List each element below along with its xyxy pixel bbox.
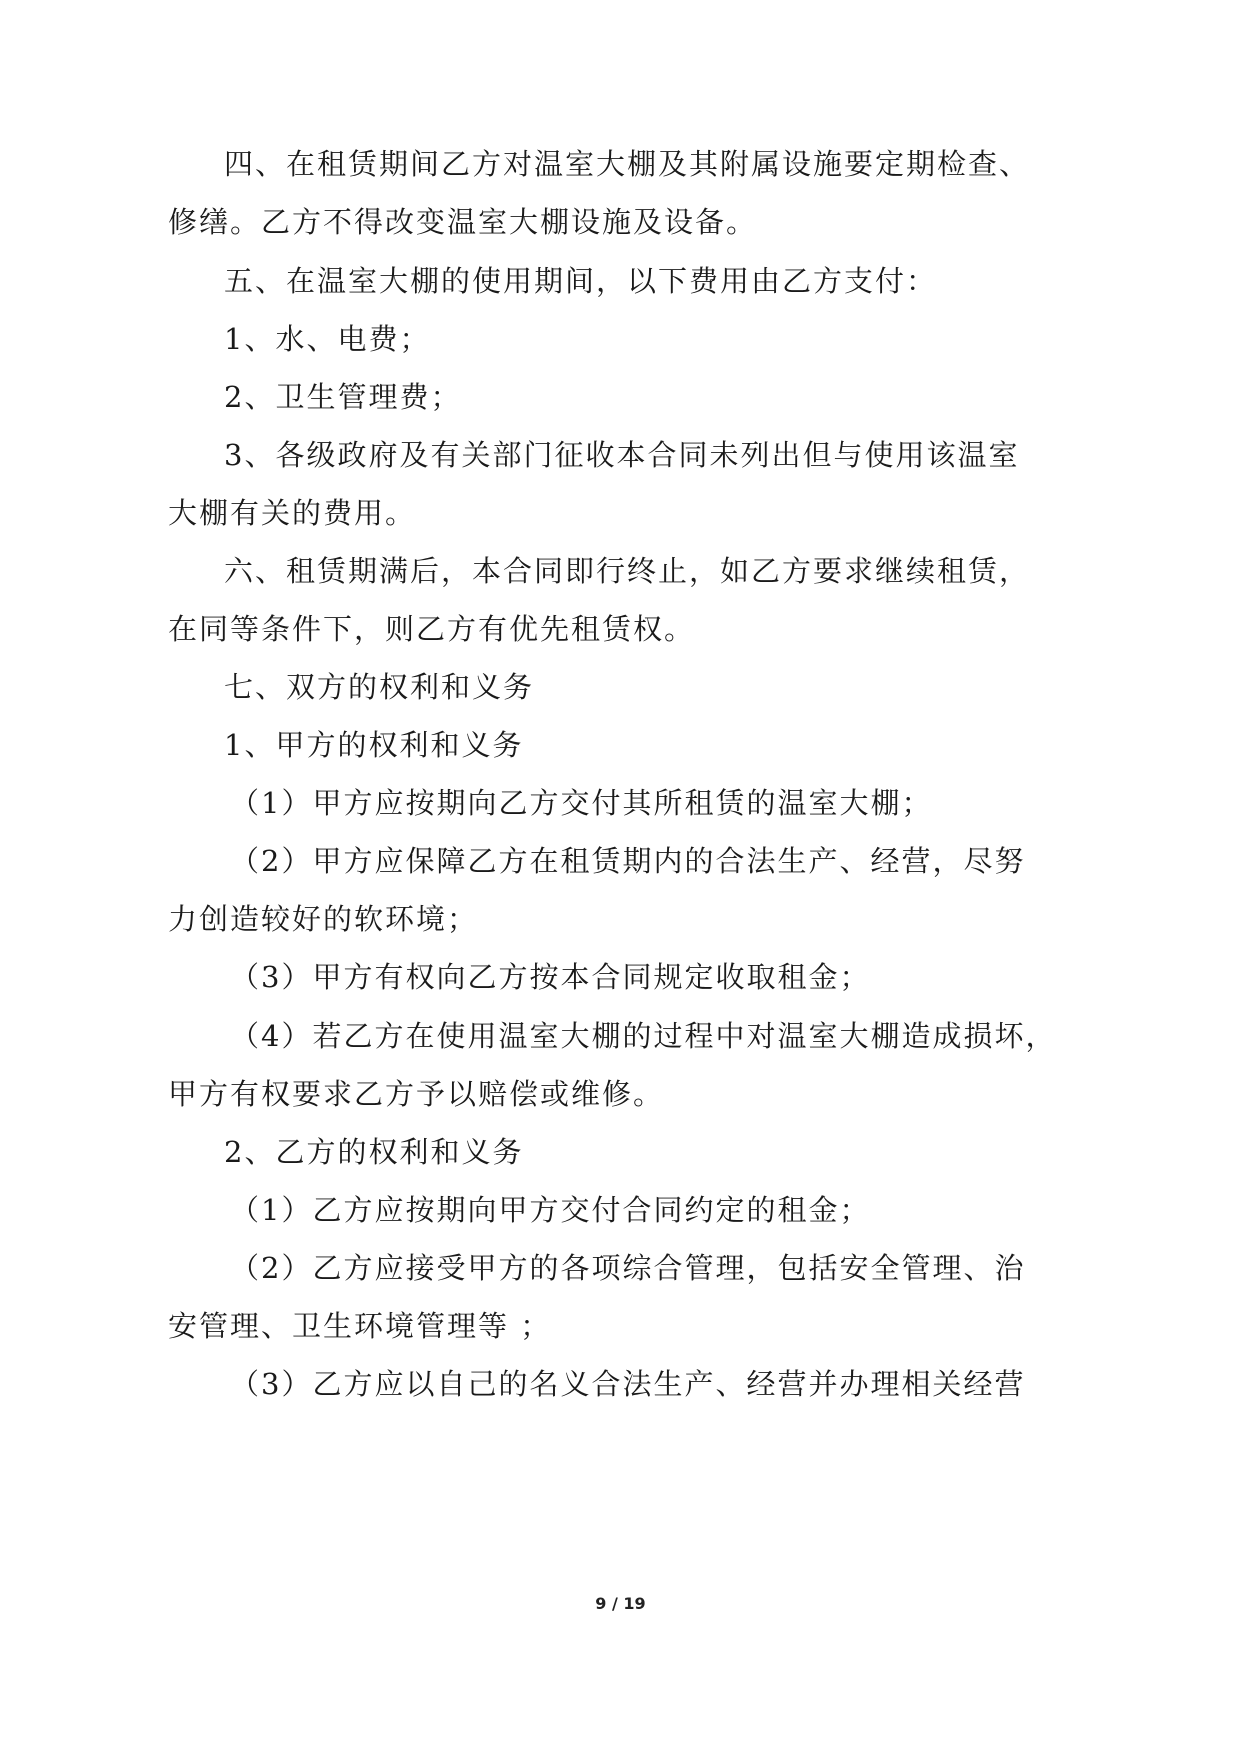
- paragraph-line: 力创造较好的软环境；: [168, 902, 479, 936]
- paragraph-line: 甲方有权要求乙方予以赔偿或维修。: [168, 1077, 665, 1111]
- paragraph-line: 修缮。乙方不得改变温室大棚设施及设备。: [168, 205, 758, 239]
- paragraph-line: （2）甲方应保障乙方在租赁期内的合法生产、经营，尽努: [230, 844, 1026, 878]
- paragraph-line: （1）甲方应按期向乙方交付其所租赁的温室大棚；: [230, 786, 933, 820]
- paragraph-line: 四、在租赁期间乙方对温室大棚及其附属设施要定期检查、: [224, 147, 1031, 181]
- subsection-heading: 1、甲方的权利和义务: [224, 728, 524, 762]
- paragraph-line: 五、在温室大棚的使用期间，以下费用由乙方支付：: [224, 264, 938, 298]
- paragraph-line: 六、租赁期满后，本合同即行终止，如乙方要求继续租赁，: [224, 554, 1031, 588]
- paragraph-line: （2）乙方应接受甲方的各项综合管理，包括安全管理、治: [230, 1251, 1026, 1285]
- paragraph-line: 大棚有关的费用。: [168, 496, 417, 530]
- page-number: 9 / 19: [595, 1594, 646, 1613]
- paragraph-line: 1、水、电费；: [224, 322, 431, 356]
- paragraph-line: （4）若乙方在使用温室大棚的过程中对温室大棚造成损坏，: [230, 1019, 1057, 1053]
- paragraph-line: 在同等条件下，则乙方有优先租赁权。: [168, 612, 696, 646]
- paragraph-line: 2、卫生管理费；: [224, 380, 462, 414]
- subsection-heading: 2、乙方的权利和义务: [224, 1135, 524, 1169]
- paragraph-line: （3）甲方有权向乙方按本合同规定收取租金；: [230, 960, 871, 994]
- paragraph-line: 3、各级政府及有关部门征收本合同未列出但与使用该温室: [224, 438, 1020, 472]
- paragraph-line: （3）乙方应以自己的名义合法生产、经营并办理相关经营: [230, 1367, 1026, 1401]
- paragraph-line: 安管理、卫生环境管理等 ；: [168, 1309, 552, 1343]
- section-heading: 七、双方的权利和义务: [224, 670, 535, 704]
- paragraph-line: （1）乙方应按期向甲方交付合同约定的租金；: [230, 1193, 871, 1227]
